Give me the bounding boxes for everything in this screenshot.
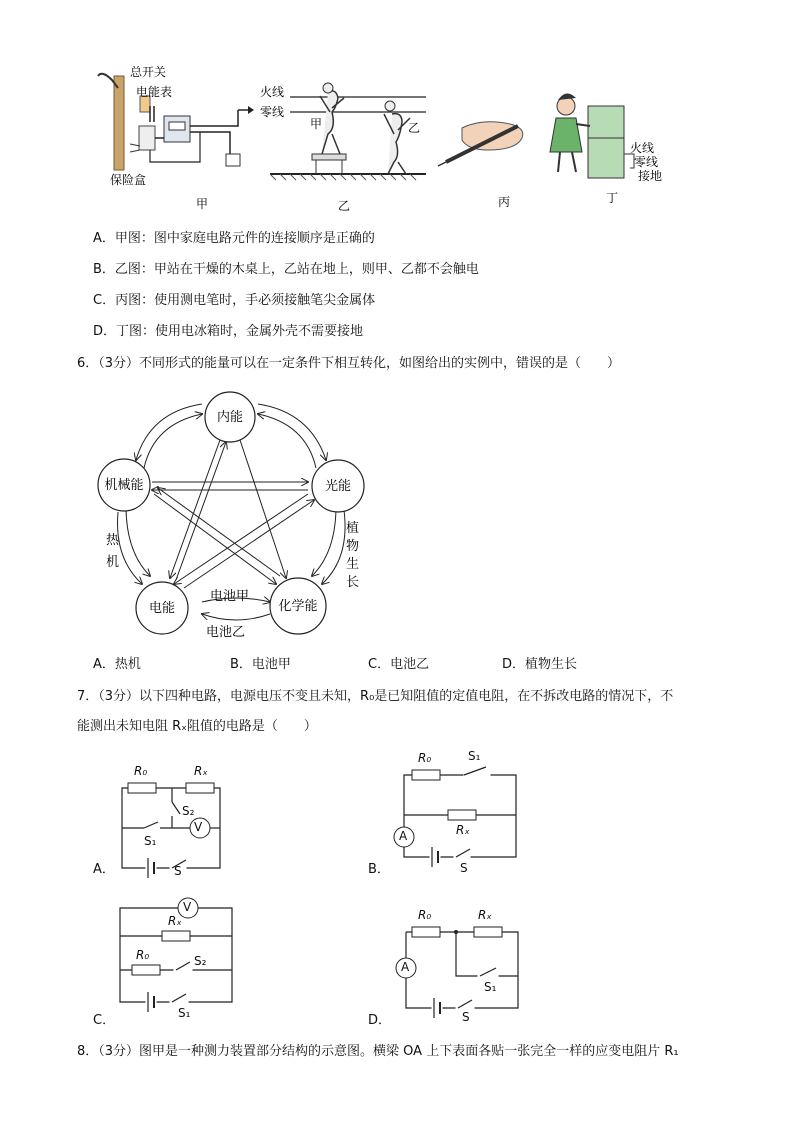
label-engine: 机 bbox=[106, 555, 120, 570]
live-wire-label-2: 火线 bbox=[630, 141, 655, 155]
a-s2-label: S₂ bbox=[182, 804, 195, 818]
node-light-energy: 光能 bbox=[324, 479, 352, 494]
label-plant-1: 植 bbox=[346, 521, 360, 536]
c-s1-label: S₁ bbox=[178, 1006, 191, 1020]
q5-option-d: D．丁图：使用电冰箱时，金属外壳不需要接地 bbox=[93, 324, 364, 339]
q6-stem: 6．（3分）不同形式的能量可以在一定条件下相互转化，如图给出的实例中，错误的是（ ） bbox=[77, 356, 621, 371]
node-electric-energy: 电能 bbox=[148, 601, 176, 616]
q5-fig-bing bbox=[438, 122, 523, 166]
label-plant-3: 生 bbox=[346, 557, 360, 572]
caption-bing: 丙 bbox=[498, 195, 511, 209]
a-r0-label: R₀ bbox=[134, 764, 148, 778]
q5-figure-row bbox=[90, 66, 690, 216]
q7-stem-line2: 能测出未知电阻 Rₓ阻值的电路是（ ） bbox=[77, 719, 317, 734]
caption-yi: 乙 bbox=[338, 199, 351, 213]
a-s-label: S bbox=[174, 864, 182, 878]
ground-label: 接地 bbox=[638, 169, 663, 183]
q6-option-d: D．植物生长 bbox=[502, 657, 578, 672]
live-wire-label: 火线 bbox=[260, 85, 285, 99]
q5-fig-yi bbox=[270, 83, 426, 180]
neutral-wire-label-2: 零线 bbox=[634, 155, 659, 169]
label-plant-2: 物 bbox=[346, 539, 360, 554]
d-rx-label: Rₓ bbox=[478, 908, 492, 922]
b-rx-label: Rₓ bbox=[456, 823, 470, 837]
node-chemical-energy: 化学能 bbox=[278, 599, 318, 614]
c-r0-label: R₀ bbox=[136, 948, 150, 962]
q5-option-b: B．乙图：甲站在干燥的木桌上，乙站在地上，则甲、乙都不会触电 bbox=[93, 262, 479, 277]
q7-option-b: B． bbox=[368, 862, 390, 877]
label-heat: 热 bbox=[106, 533, 120, 548]
a-voltmeter-label: V bbox=[194, 820, 203, 834]
b-r0-label: R₀ bbox=[418, 751, 432, 765]
q6-option-b: B．电池甲 bbox=[230, 657, 291, 672]
fuse-box-label: 保险盒 bbox=[110, 173, 147, 187]
b-s-label: S bbox=[460, 861, 468, 875]
label-plant-4: 长 bbox=[346, 575, 360, 590]
q7-option-d: D． bbox=[368, 1013, 392, 1028]
neutral-wire-label: 零线 bbox=[260, 105, 285, 119]
c-voltmeter-label: V bbox=[183, 900, 192, 914]
d-s-label: S bbox=[462, 1010, 470, 1024]
person-jia-label: 甲 bbox=[310, 117, 323, 131]
meter-label: 电能表 bbox=[136, 85, 173, 99]
c-s2-label: S₂ bbox=[194, 954, 207, 968]
b-ammeter-label: A bbox=[399, 829, 408, 843]
q6-option-c: C．电池乙 bbox=[368, 657, 430, 672]
node-internal-energy: 内能 bbox=[216, 410, 244, 425]
main-switch-label: 总开关 bbox=[130, 66, 167, 79]
q6-option-a: A．热机 bbox=[93, 657, 141, 672]
energy-diagram bbox=[90, 388, 380, 648]
q7-stem-line1: 7．（3分）以下四种电路，电源电压不变且未知，R₀是已知阻值的定值电阻，在不拆改电路的情况下，不 bbox=[77, 689, 674, 704]
a-s1-label: S₁ bbox=[144, 834, 157, 848]
q7-option-c: C． bbox=[93, 1013, 116, 1028]
q5-option-a: A．甲图：图中家庭电路元件的连接顺序是正确的 bbox=[93, 231, 375, 246]
person-yi-label: 乙 bbox=[408, 121, 421, 135]
q7-option-a: A． bbox=[93, 862, 115, 877]
d-ammeter-label: A bbox=[401, 960, 410, 974]
d-s1-label: S₁ bbox=[484, 980, 497, 994]
q5-fig-jia bbox=[98, 74, 254, 170]
d-r0-label: R₀ bbox=[418, 908, 432, 922]
caption-jia: 甲 bbox=[196, 197, 209, 211]
caption-ding: 丁 bbox=[606, 191, 619, 205]
q8-stem: 8．（3分）图甲是一种测力装置部分结构的示意图。横梁 OA 上下表面各贴一张完全一样的应变电阻片 R₁ bbox=[77, 1044, 679, 1059]
c-rx-label: Rₓ bbox=[168, 914, 182, 928]
q5-option-c: C．丙图：使用测电笔时，手必须接触笔尖金属体 bbox=[93, 293, 376, 308]
b-s1-label: S₁ bbox=[468, 749, 481, 763]
label-battery-a: 电池甲 bbox=[210, 589, 250, 604]
label-battery-b: 电池乙 bbox=[206, 625, 246, 640]
a-rx-label: Rₓ bbox=[194, 764, 208, 778]
node-mechanical-energy: 机械能 bbox=[104, 478, 144, 493]
q5-fig-ding bbox=[550, 93, 634, 178]
